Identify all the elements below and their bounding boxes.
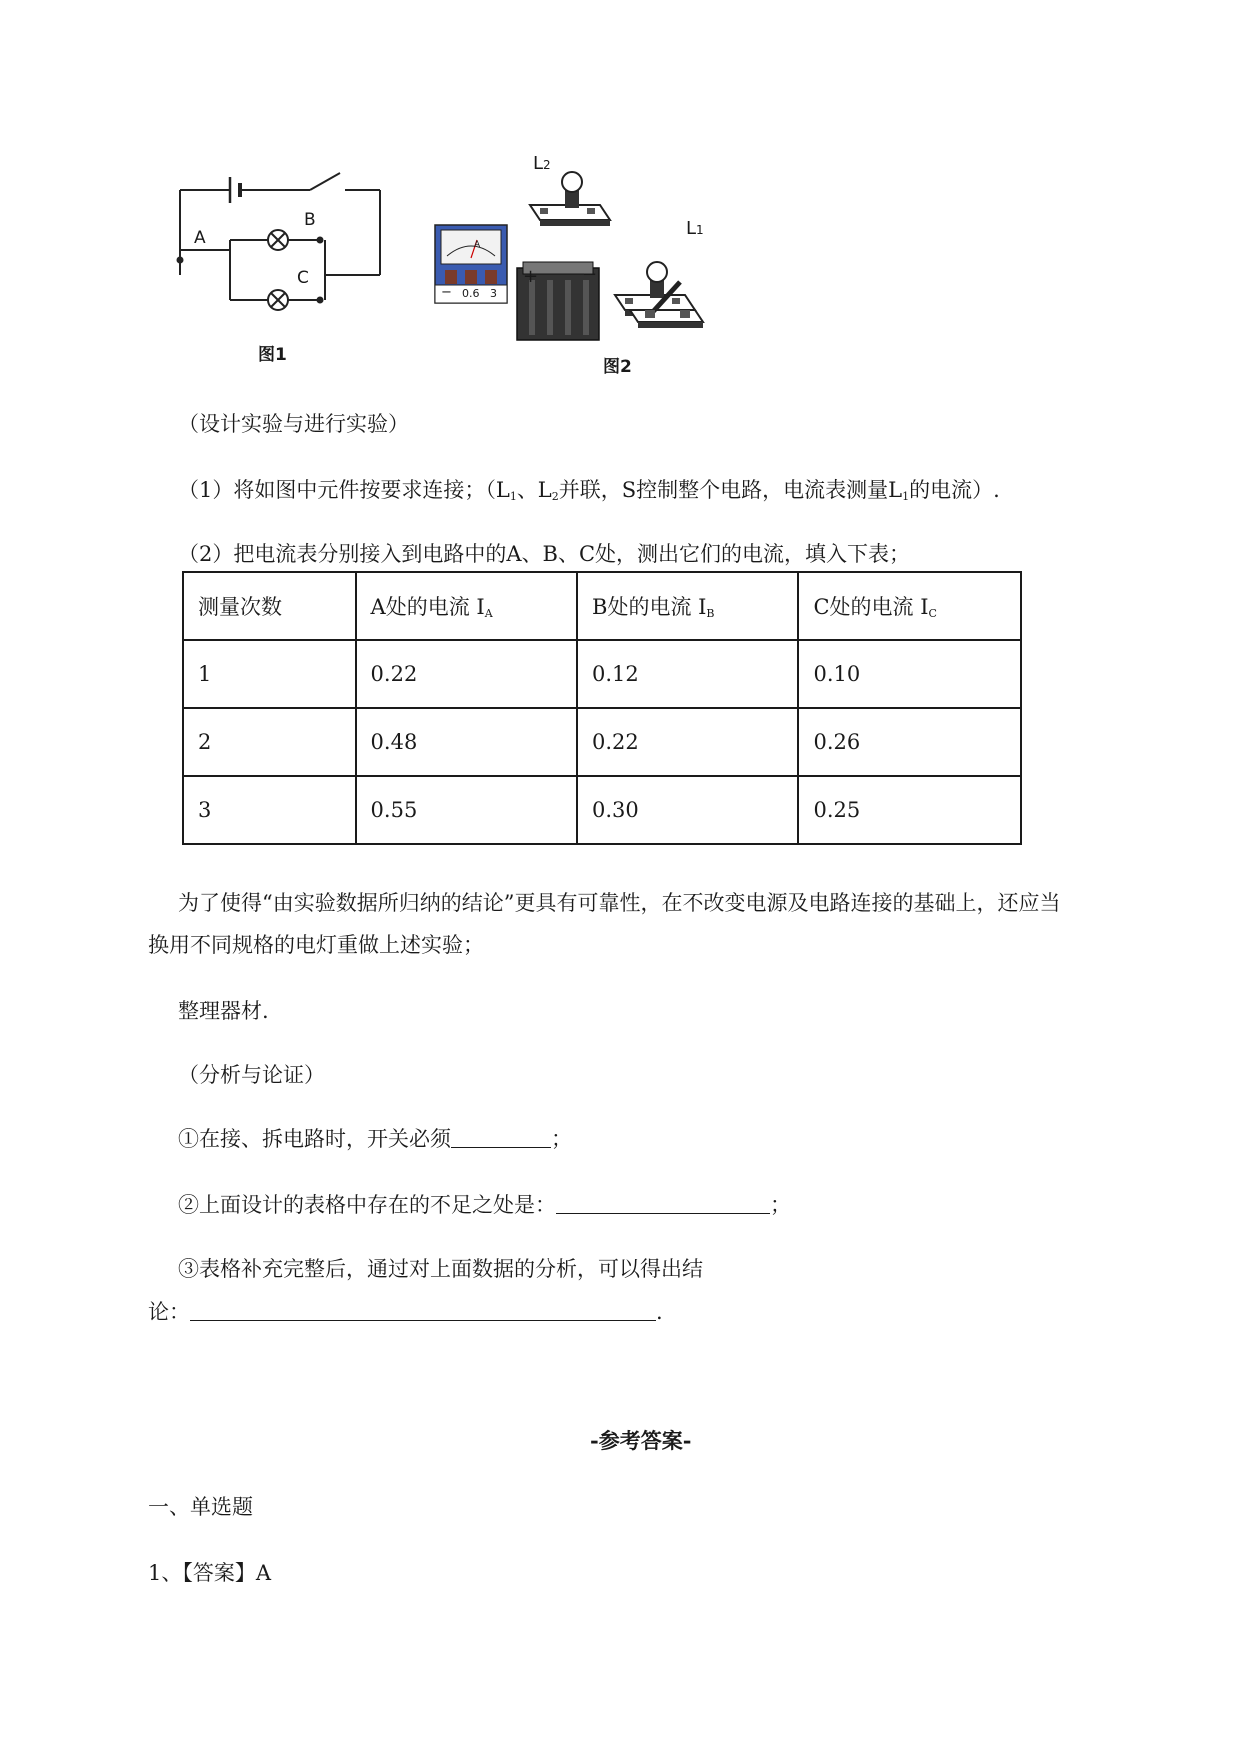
- answer-item-1: 1、【答案】A: [148, 1561, 272, 1585]
- table-cell: 0.22: [356, 640, 577, 708]
- figure-2-caption: 图2: [603, 357, 632, 377]
- table-cell: 0.48: [356, 708, 577, 776]
- point-label-a: A: [194, 228, 206, 248]
- point-label-b: B: [304, 210, 316, 230]
- circuit-diagram-figure-1: [170, 165, 390, 365]
- ammeter-letter: A: [474, 240, 481, 250]
- table-row: [183, 708, 1021, 776]
- answer-section-heading: 一、单选题: [148, 1495, 253, 1519]
- table-cell: 0.22: [577, 708, 798, 776]
- table-cell: 1: [183, 640, 356, 708]
- table-cell: 0.25: [798, 776, 1021, 844]
- answer-blank-3[interactable]: [190, 1300, 656, 1321]
- battery-plus-label: +: [523, 266, 539, 287]
- reliability-paragraph-line-2: 换用不同规格的电灯重做上述实验；: [148, 933, 484, 957]
- design-heading: （设计实验与进行实验）: [178, 412, 409, 436]
- current-measurement-table: [182, 571, 1022, 845]
- table-cell: 2: [183, 708, 356, 776]
- table-header-row: [183, 572, 1021, 640]
- lamp-l1-label: L1: [686, 218, 704, 239]
- reliability-paragraph-line-1: 为了使得“由实验数据所归纳的结论”更具有可靠性，在不改变电源及电路连接的基础上，还应当: [178, 891, 1061, 915]
- analysis-heading: （分析与论证）: [178, 1063, 325, 1087]
- ammeter-terminal-minus: −: [441, 285, 452, 300]
- table-row: [183, 640, 1021, 708]
- answer-blank-1[interactable]: [451, 1127, 551, 1148]
- question-3-line-2: 论： .: [148, 1300, 663, 1324]
- battery-minus-label: −: [582, 264, 598, 285]
- table-row: [183, 776, 1021, 844]
- answer-blank-2[interactable]: [556, 1193, 770, 1214]
- table-header-cell: 测量次数: [183, 572, 356, 640]
- step-2-text: （2）把电流表分别接入到电路中的A、B、C处，测出它们的电流，填入下表；: [178, 542, 911, 566]
- lamp-l2-label: L2: [533, 153, 551, 174]
- table-cell: 0.55: [356, 776, 577, 844]
- table-cell: 0.26: [798, 708, 1021, 776]
- ammeter-scale-label-3: 3: [490, 287, 497, 300]
- lamp-l2-icon: [530, 172, 610, 226]
- answer-section-title: -参考答案-: [590, 1428, 692, 1453]
- table-header-cell: B处的电流 $I_B$: [577, 572, 798, 640]
- table-cell: 0.10: [798, 640, 1021, 708]
- question-3-line-1: ③表格补充完整后，通过对上面数据的分析，可以得出结: [178, 1257, 703, 1281]
- table-cell: 0.12: [577, 640, 798, 708]
- point-label-c: C: [297, 268, 309, 288]
- table-cell: 0.30: [577, 776, 798, 844]
- table-cell: 3: [183, 776, 356, 844]
- question-1: ①在接、拆电路时，开关必须 ；: [178, 1127, 572, 1151]
- equipment-figure-2: [425, 150, 715, 375]
- tidy-equipment-text: 整理器材.: [178, 999, 269, 1023]
- question-2: ②上面设计的表格中存在的不足之处是： ；: [178, 1193, 791, 1217]
- ammeter-scale-label: 0.6: [462, 287, 480, 300]
- figure-1-caption: 图1: [258, 345, 287, 365]
- table-header-cell: A处的电流 $I_A$: [356, 572, 577, 640]
- table-header-cell: C处的电流 $I_C$: [798, 572, 1021, 640]
- step-1-text: （1）将如图中元件按要求连接；（$L_1$、$L_2$并联，S控制整个电路，电流表测量$L_1$的电流）.: [178, 478, 1000, 503]
